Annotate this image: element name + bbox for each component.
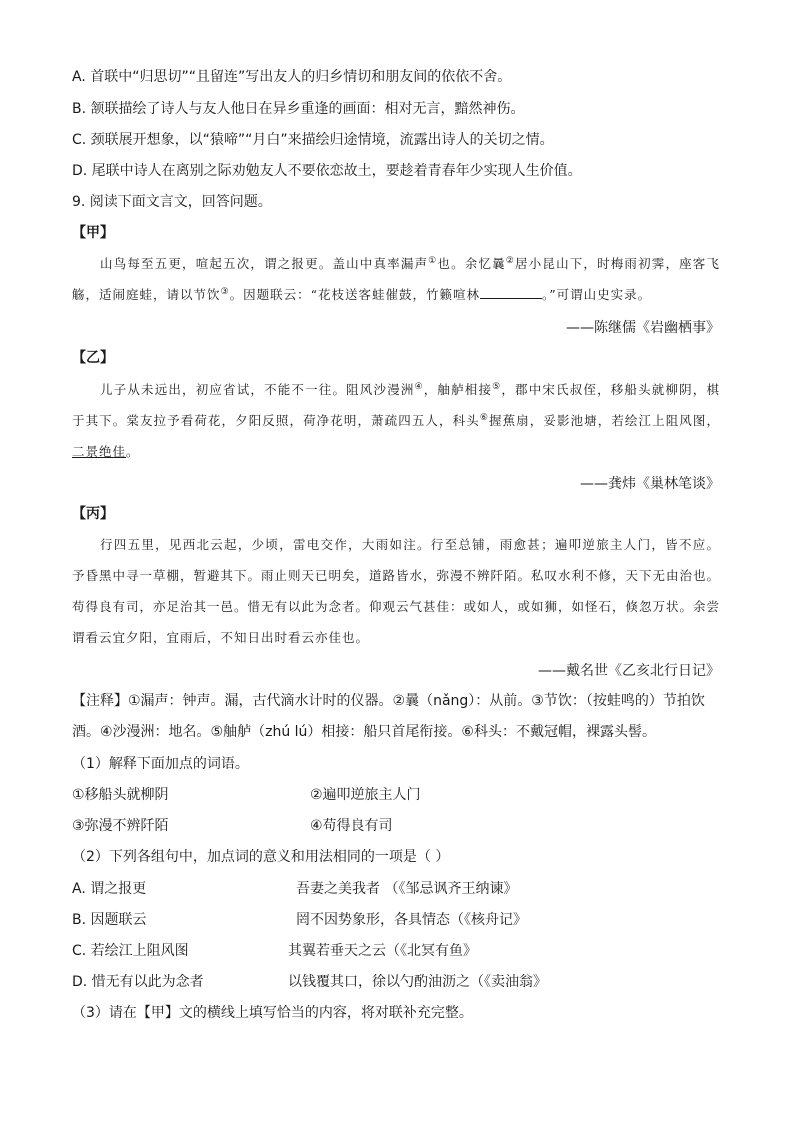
passage-yi-source: ——龚炜《巢林笔谈》 (580, 476, 720, 492)
passage-jia-source: ——陈继儒《岩幽栖事》 (566, 320, 720, 336)
word-item-3: ③弥漫不辨阡陌 (72, 818, 169, 834)
option-d: D. 尾联中诗人在离别之际劝勉友人不要依恋故土，要趁着青春年少实现人生价值。 (72, 163, 582, 179)
choice-a-right: 吾妻之美我者 （《邹忌讽齐王纳谏》 (296, 881, 518, 897)
underlined-phrase: 二景绝佳 (72, 444, 127, 459)
option-c: C. 颈联展开想象，以“猿啼”“月白”来描绘归途情境，流露出诗人的关切之情。 (72, 132, 554, 148)
passage-bing-source: ——戴名世《乙亥北行日记》 (538, 663, 720, 679)
choice-a-left: A. 谓之报更 (72, 881, 147, 897)
annotation-line-1: 【注释】①漏声：钟声。漏，古代滴水计时的仪器。②曩（nǎng）：从前。③节饮：（按蛙鸣的）节拍饮 (72, 693, 705, 709)
choice-b-left: B. 因题联云 (72, 912, 147, 928)
word-item-2: ②遍叩逆旅主人门 (310, 787, 421, 803)
subquestion-1-prompt: （1）解释下面加点的词语。 (72, 756, 249, 772)
subquestion-3-prompt: （3）请在【甲】文的横线上填写恰当的内容，将对联补充完整。 (72, 1005, 473, 1021)
passage-jia-label: 【甲】 (72, 225, 114, 241)
annotation-line-2: 酒。④沙漫洲：地名。⑤舳舻（zhú lú）相接：船只首尾衔接。⑥科头：不戴冠帽，裸露头髻。 (72, 724, 656, 740)
passage-jia-text: 山鸟每至五更，喧起五次，谓之报更。盖山中真率漏声①也。余忆曩②居小昆山下，时梅雨初霁，座客飞觞，适闹庭蛙，请以节饮③。因题联云：“花枝送客蛙催鼓，竹籁喧林 。”可谓山史实录。 (72, 255, 720, 302)
choice-b-right: 罔不因势象形，各具情态（《核舟记》 (296, 912, 527, 928)
word-item-4: ④苟得良有司 (310, 818, 393, 834)
passage-bing-label: 【丙】 (72, 506, 114, 522)
subquestion-2-prompt: （2）下列各组句中，加点词的意义和用法相同的一项是（ ） (72, 849, 450, 865)
choice-d-right: 以钱覆其口，徐以勺酌油沥之（《卖油翁》 (288, 974, 547, 990)
question-9-prompt: 9. 阅读下面文言文，回答问题。 (72, 194, 272, 210)
passage-yi-label: 【乙】 (72, 350, 114, 366)
option-b: B. 颔联描绘了诗人与友人他日在异乡重逢的画面：相对无言，黯然神伤。 (72, 101, 525, 117)
choice-c-left: C. 若绘江上阻风图 (72, 943, 189, 959)
passage-yi-text: 儿子从未远出，初应省试，不能不一往。阻风沙漫洲④，舳舻相接⑤，郡中宋氏叔侄，移船头就柳阴，棋于其下。棠友拉予看荷花，夕阳反照，荷净花明，萧疏四五人，科头⑥握蕉扇，妥影池塘，若绘江上阻风图，二景绝佳。 (72, 381, 720, 459)
word-item-1: ①移船头就柳阴 (72, 787, 169, 803)
passage-bing-text: 行四五里，见西北云起，少顷，雷电交作，大雨如注。行至总铺，雨愈甚；遍叩逆旅主人门，皆不应。予昏黑中寻一草棚，暂避其下。雨止则天已明矣，道路皆水，弥漫不辨阡陌。私叹水利不修，天下无由治也。苟得良有司，亦足治其一邑。惜无有以此为念者。仰观云气甚佳：或如人，或如狮，如怪石，倏忽万状。余尝谓看云宜夕阳，宜雨后，不知日出时看云亦佳也。 (72, 537, 721, 645)
choice-c-right: 其翼若垂天之云（《北冥有鱼》 (288, 943, 477, 959)
choice-d-left: D. 惜无有以此为念者 (72, 974, 204, 990)
fill-in-blank[interactable] (480, 286, 542, 299)
option-a: A. 首联中“归思切”“且留连”写出友人的归乡情切和朋友间的依依不舍。 (72, 69, 512, 85)
